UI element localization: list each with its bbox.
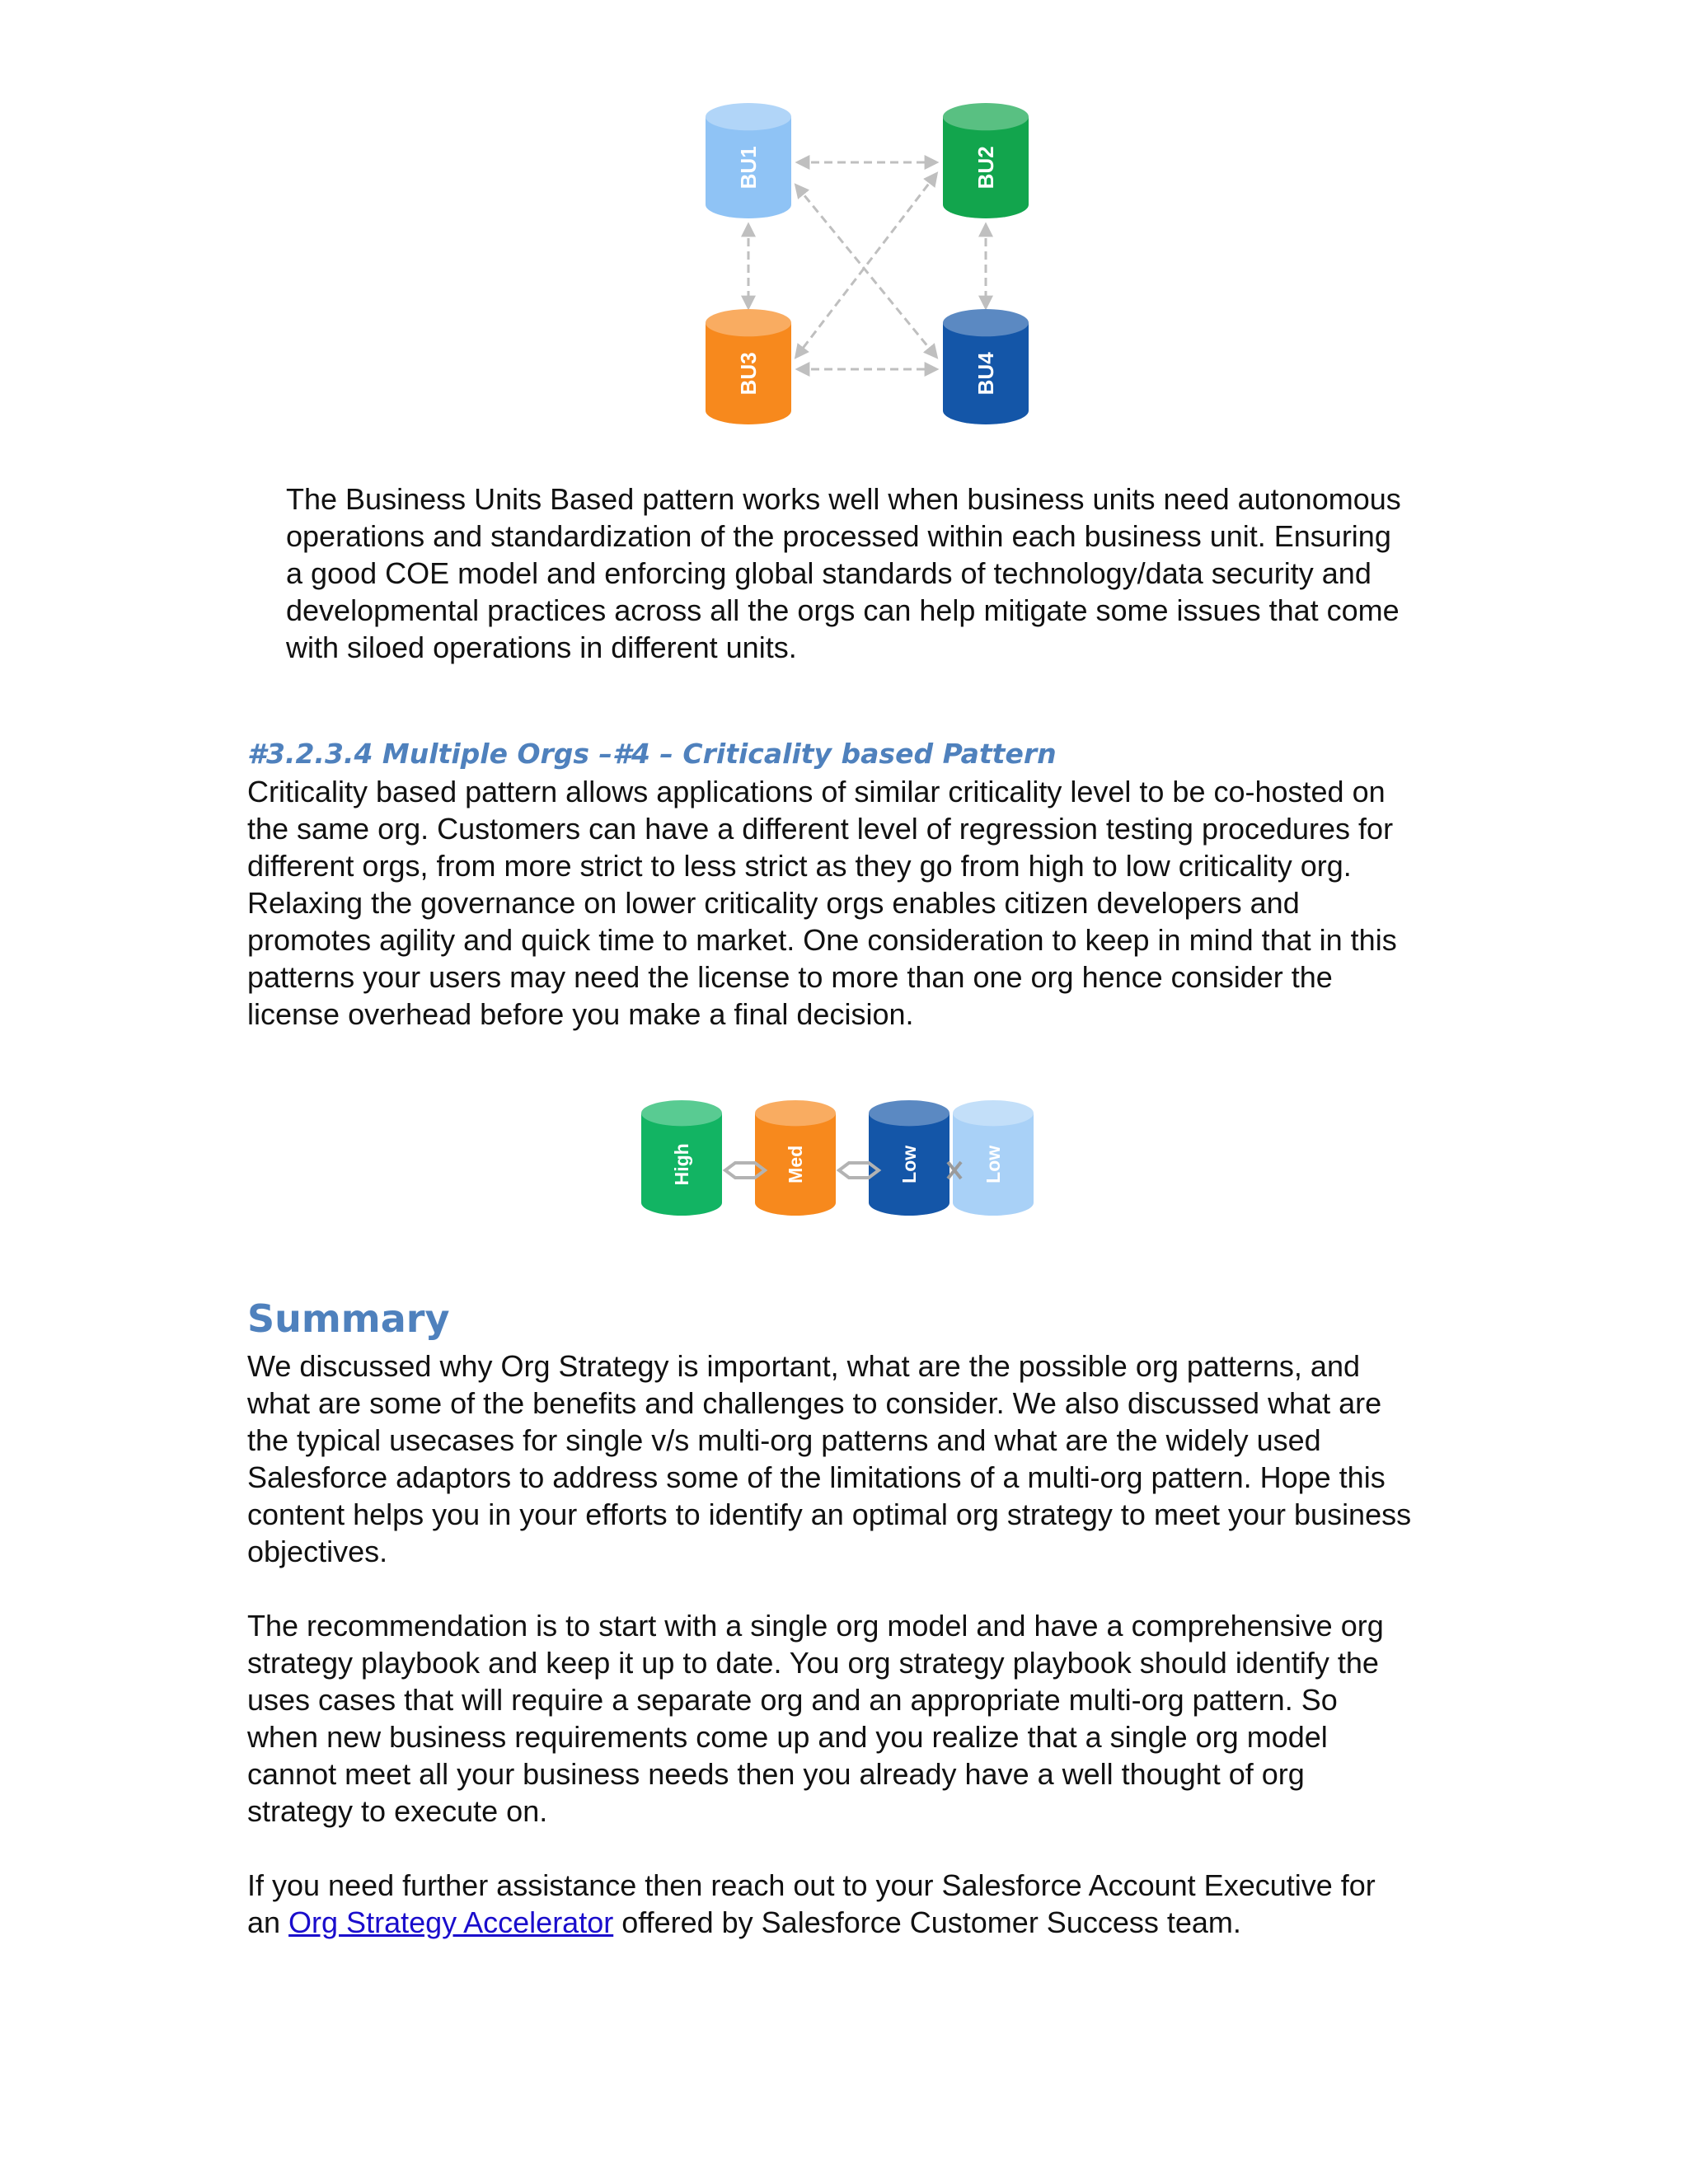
paragraph-line: Relaxing the governance on lower criticality orgs enables citizen developers and	[247, 886, 1300, 920]
paragraph-line: The recommendation is to start with a single org model and have a comprehensive org	[247, 1609, 1384, 1643]
database-cylinder-icon	[641, 1100, 722, 1216]
cylinder-label: Low	[982, 1145, 1004, 1183]
database-cylinder-icon	[869, 1100, 950, 1216]
paragraph-line: the same org. Customers can have a different level of regression testing procedures for	[247, 812, 1394, 846]
org-strategy-accelerator-link[interactable]: Org Strategy Accelerator	[288, 1905, 614, 1939]
paragraph-line: operations and standardization of the processed within each business unit. Ensuring	[286, 519, 1391, 553]
paragraph-line: developmental practices across all the orgs can help mitigate some issues that come	[286, 593, 1400, 627]
cylinder-label: BU4	[973, 352, 998, 396]
paragraph-line: uses cases that will require a separate org and an appropriate multi-org pattern. So	[247, 1683, 1338, 1717]
paragraph-line: the typical usecases for single v/s multi-org patterns and what are the widely used	[247, 1423, 1321, 1457]
cylinder-label: BU2	[973, 146, 998, 190]
paragraph-line: content helps you in your efforts to identify an optimal org strategy to meet your business	[247, 1497, 1412, 1531]
paragraph-line: Salesforce adaptors to address some of the limitations of a multi-org pattern. Hope this	[247, 1460, 1386, 1494]
cylinder-top	[943, 309, 1029, 336]
database-cylinder-icon	[706, 103, 791, 218]
cylinder-label: BU1	[736, 146, 761, 190]
cylinder-label: BU3	[736, 352, 761, 396]
cylinder-label: High	[671, 1143, 692, 1186]
paragraph-line	[247, 1904, 1376, 1941]
cylinder-top	[953, 1100, 1034, 1126]
criticality-pattern-diagram	[635, 1092, 1047, 1224]
cylinder-top	[869, 1100, 950, 1126]
paragraph-line: cannot meet all your business needs then you already have a well thought of org	[247, 1757, 1305, 1791]
text-span: offered by Salesforce Customer Success team.	[613, 1905, 1241, 1939]
cylinder-label: Med	[785, 1145, 806, 1183]
paragraph-line: different orgs, from more strict to less strict as they go from high to low criticality org.	[247, 849, 1352, 883]
paragraph-line: The Business Units Based pattern works well when business units need autonomous	[286, 482, 1401, 516]
paragraph-line: patterns your users may need the license to more than one org hence consider the	[247, 960, 1333, 994]
paragraph-line: when new business requirements come up and you realize that a single org model	[247, 1720, 1328, 1754]
summary-paragraph-3	[247, 1867, 1376, 1941]
summary-heading: Summary	[247, 1296, 450, 1341]
summary-paragraph-1	[247, 1347, 1411, 1570]
criticality-section-heading: #3.2.3.4 Multiple Orgs –#4 – Criticality based Pattern	[247, 738, 1057, 770]
cylinder-top	[641, 1100, 722, 1126]
paragraph-line: a good COE model and enforcing global standards of technology/data security and	[286, 556, 1372, 590]
connector-bu1-bu4	[796, 185, 936, 357]
summary-paragraph-2	[247, 1607, 1384, 1830]
database-cylinder-icon	[755, 1100, 836, 1216]
paragraph-line: objectives.	[247, 1535, 388, 1568]
database-cylinder-icon	[706, 309, 791, 424]
paragraph-line: strategy to execute on.	[247, 1794, 548, 1828]
text-span: an	[247, 1905, 289, 1939]
paragraph-line: Criticality based pattern allows applications of similar criticality level to be co-hosted on	[247, 775, 1386, 808]
paragraph-line: If you need further assistance then reach out to your Salesforce Account Executive for	[247, 1868, 1376, 1902]
database-cylinder-icon	[953, 1100, 1034, 1216]
criticality-paragraph	[247, 773, 1397, 1033]
paragraph-line: promotes agility and quick time to market. One consideration to keep in mind that in this	[247, 923, 1397, 957]
paragraph-line: with siloed operations in different units.	[286, 630, 797, 664]
bu-pattern-paragraph	[286, 480, 1401, 666]
database-cylinder-icon	[943, 103, 1029, 218]
paragraph-line: what are some of the benefits and challenges to consider. We also discussed what are	[247, 1386, 1382, 1420]
cylinder-top	[755, 1100, 836, 1126]
paragraph-line: license overhead before you make a final decision.	[247, 997, 914, 1031]
database-cylinder-icon	[943, 309, 1029, 424]
cylinder-top	[706, 309, 791, 336]
paragraph-line: We discussed why Org Strategy is important, what are the possible org patterns, and	[247, 1349, 1360, 1383]
paragraph-line: strategy playbook and keep it up to date. You org strategy playbook should identify the	[247, 1646, 1379, 1680]
cylinder-label: Low	[898, 1145, 920, 1183]
bu-pattern-diagram	[684, 95, 1047, 433]
cylinder-top	[943, 103, 1029, 130]
cylinder-top	[706, 103, 791, 130]
